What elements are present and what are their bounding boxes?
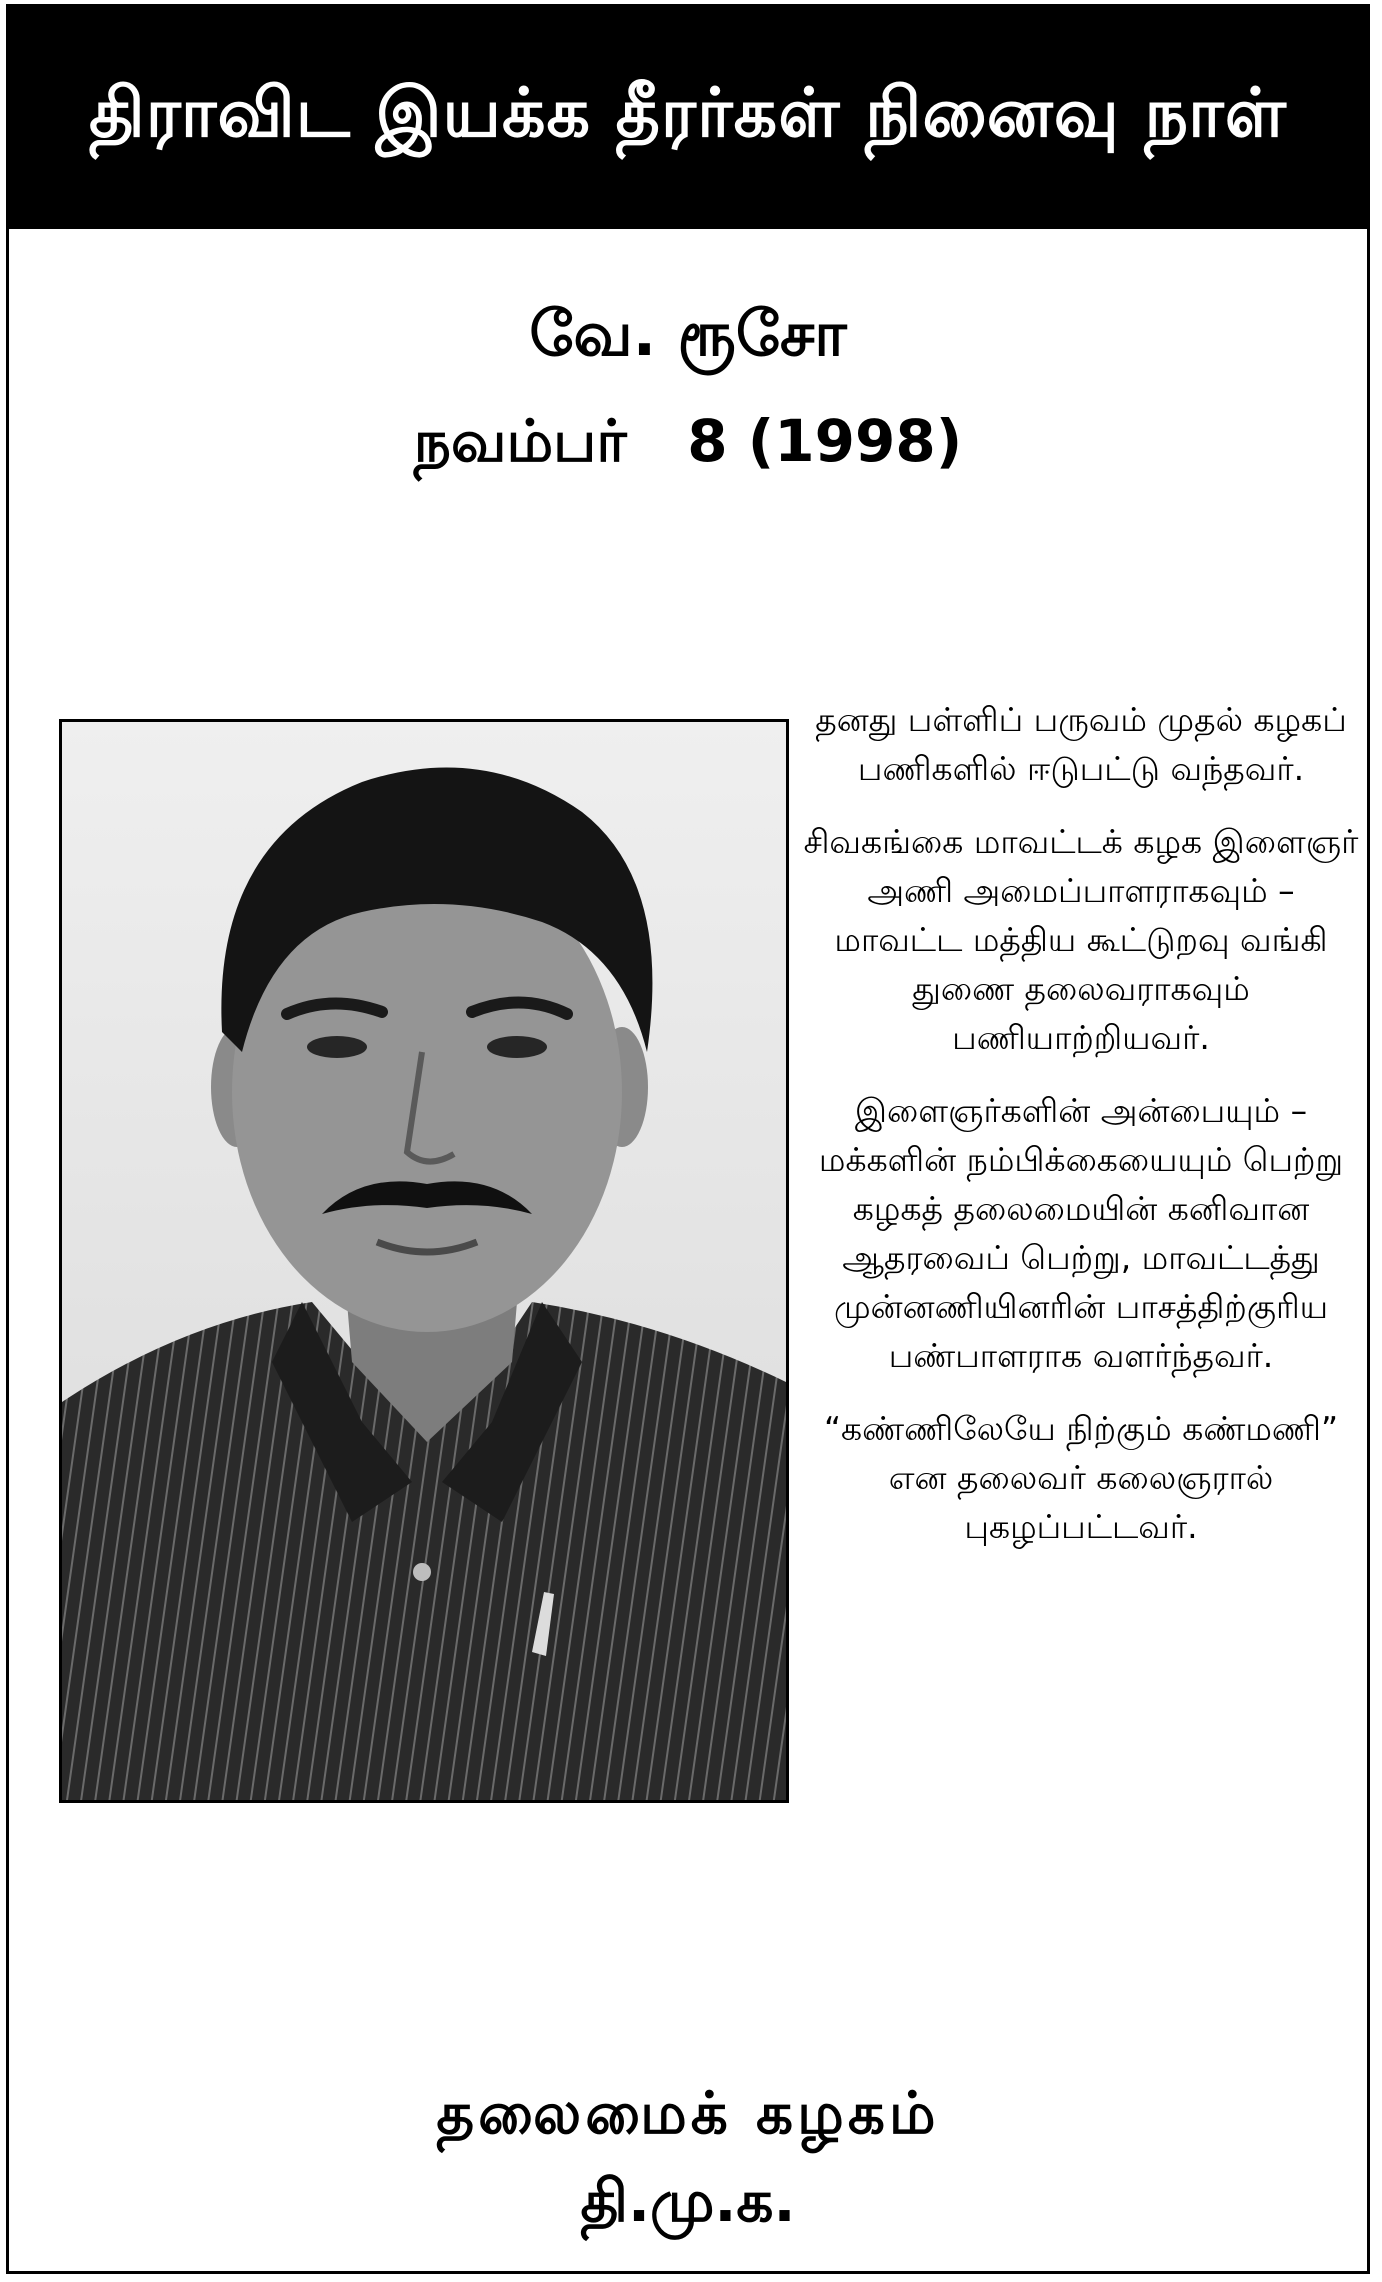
portrait-photo	[59, 719, 789, 1803]
person-name: வே. ரூசோ	[529, 297, 847, 370]
memorial-notice	[6, 4, 1370, 2274]
footer-organization: தலைமைக் கழகம்	[436, 2079, 940, 2147]
bio-paragraph: “கண்ணிலேயே நிற்கும் கண்மணி” என தலைவர் கலைஞரால் புகழப்பட்டவர்.	[823, 1409, 1339, 1546]
bio-paragraph: இளைஞர்களின் அன்பையும் – மக்களின் நம்பிக்கையையும் பெற்று கழகத் தலைமையின் கனிவான ஆதரவைப் பெற்று, மாவட்டத்து முன்னணியினரின் பாசத்திற்குரிய பண்பாளராக வளர்ந்தவர்.	[818, 1091, 1344, 1375]
portrait-illustration	[62, 722, 786, 1800]
biography	[801, 695, 1361, 1575]
footer-party: தி.மு.க.	[580, 2167, 796, 2235]
header-band	[9, 7, 1367, 229]
bio-paragraph: தனது பள்ளிப் பருவம் முதல் கழகப் பணிகளில் ஈடுபட்டு வந்தவர்.	[815, 700, 1347, 788]
bio-paragraph: சிவகங்கை மாவட்டக் கழக இளைஞர் அணி அமைப்பாளராகவும் – மாவட்ட மத்திய கூட்டுறவு வங்கி துணை தலைவராகவும் பணியாற்றியவர்.	[803, 822, 1359, 1057]
header-title: திராவிட இயக்க தீரர்கள் நினைவு நாள்	[89, 74, 1287, 153]
memorial-date: நவம்பர் 8 (1998)	[413, 407, 963, 475]
